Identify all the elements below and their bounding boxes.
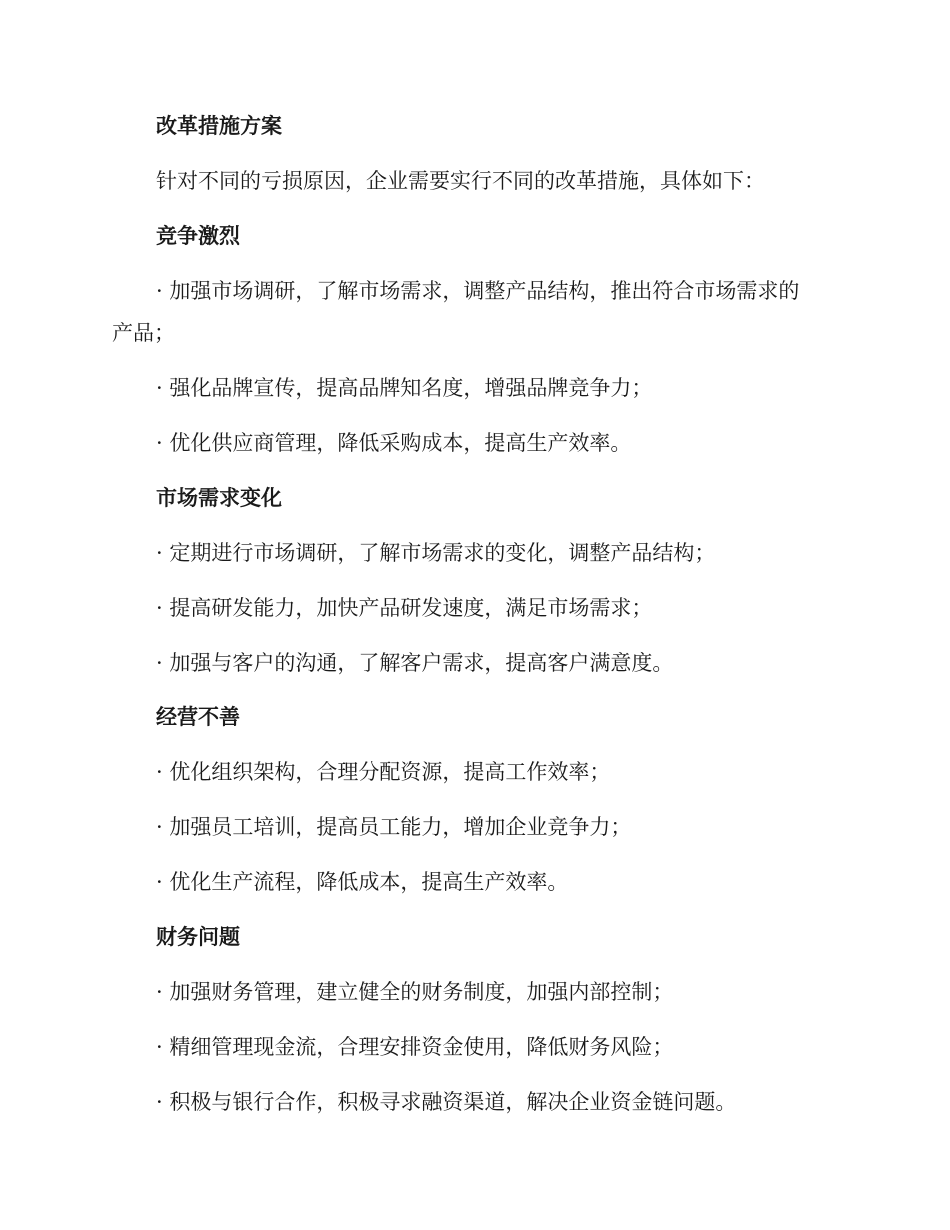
list-item: · 优化生产流程，降低成本，提高生产效率。 <box>156 870 569 894</box>
list-item: · 加强员工培训，提高员工能力，增加企业竞争力； <box>156 815 632 839</box>
intro-paragraph: 针对不同的亏损原因，企业需要实行不同的改革措施，具体如下： <box>156 169 765 193</box>
list-item: · 强化品牌宣传，提高品牌知名度，增强品牌竞争力； <box>156 376 653 400</box>
list-item-continuation: 产品； <box>112 321 175 345</box>
list-item: · 加强财务管理，建立健全的财务制度，加强内部控制； <box>156 980 674 1004</box>
list-item: · 优化组织架构，合理分配资源，提高工作效率； <box>156 760 611 784</box>
section-heading-poor-management: 经营不善 <box>156 705 240 729</box>
list-item: · 加强与客户的沟通，了解客户需求，提高客户满意度。 <box>156 651 674 675</box>
section-heading-market-demand: 市场需求变化 <box>156 486 282 510</box>
section-heading-financial-issues: 财务问题 <box>156 925 240 949</box>
list-item: · 定期进行市场调研，了解市场需求的变化，调整产品结构； <box>156 541 716 565</box>
list-item: · 积极与银行合作，积极寻求融资渠道，解决企业资金链问题。 <box>156 1090 737 1114</box>
list-item: · 提高研发能力，加快产品研发速度，满足市场需求； <box>156 596 653 620</box>
list-item: · 加强市场调研，了解市场需求，调整产品结构，推出符合市场需求的 <box>156 279 800 303</box>
list-item: · 优化供应商管理，降低采购成本，提高生产效率。 <box>156 431 632 455</box>
section-heading-competition: 竞争激烈 <box>156 224 240 248</box>
document-title: 改革措施方案 <box>156 114 282 138</box>
list-item: · 精细管理现金流，合理安排资金使用，降低财务风险； <box>156 1035 674 1059</box>
